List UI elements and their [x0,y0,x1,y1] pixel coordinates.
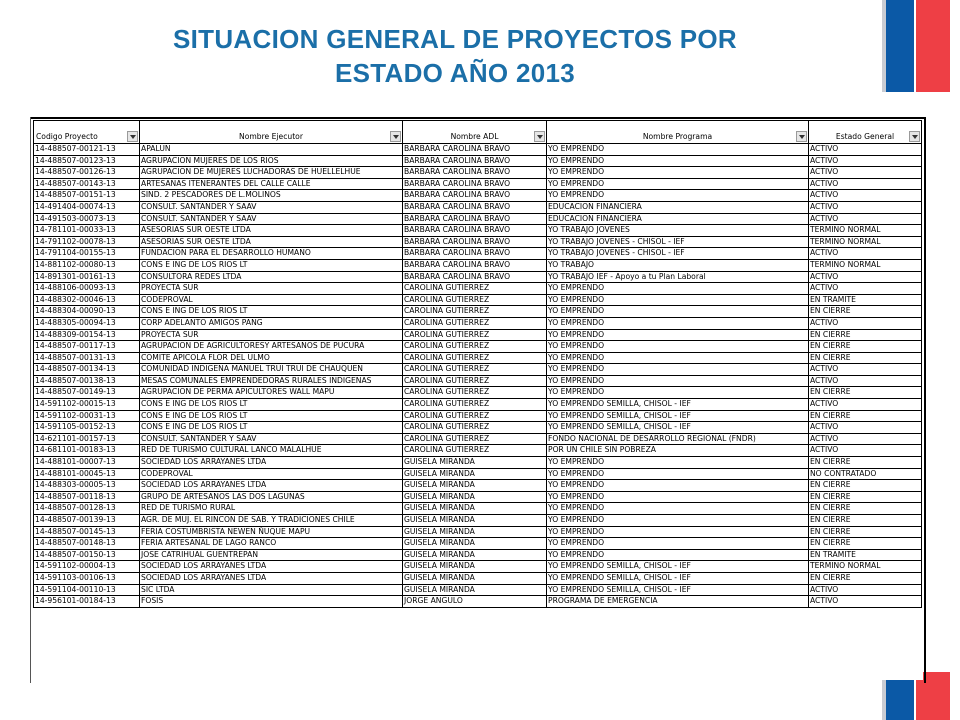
cell-codigo-proyecto[interactable]: 14-591102-00004-13 [34,561,140,573]
cell-nombre-adl[interactable]: GUISELA MIRANDA [403,538,547,550]
header-label: Estado General [835,132,895,141]
table-row [34,375,922,387]
cell-nombre-adl[interactable]: GUISELA MIRANDA [403,549,547,561]
cell-estado-general[interactable]: TERMINO NORMAL [809,259,922,271]
cell-nombre-ejecutor[interactable]: ARTESANAS ITENERANTES DEL CALLE CALLE [140,178,403,190]
cell-nombre-programa[interactable]: YO TRABAJO JOVENES - CHISOL - IEF [547,236,809,248]
cell-nombre-programa[interactable]: YO EMPRENDO [547,515,809,527]
cell-codigo-proyecto[interactable]: 14-591103-00106-13 [34,572,140,584]
cell-codigo-proyecto[interactable]: 14-488507-00148-13 [34,538,140,550]
table-row [34,549,922,561]
cell-estado-general[interactable]: EN TRAMITE [809,294,922,306]
table-row [34,526,922,538]
cell-nombre-adl[interactable]: GUISELA MIRANDA [403,503,547,515]
cell-nombre-ejecutor[interactable]: PROYECTA SUR [140,283,403,295]
table-row [34,399,922,411]
cell-estado-general[interactable]: EN CIERRE [809,387,922,399]
projects-table [33,120,922,608]
cell-codigo-proyecto[interactable]: 14-488507-00134-13 [34,364,140,376]
cell-nombre-adl[interactable]: GUISELA MIRANDA [403,572,547,584]
cell-nombre-ejecutor[interactable]: CONS E ING DE LOS RIOS LT [140,259,403,271]
cell-estado-general[interactable]: TERMINO NORMAL [809,561,922,573]
cell-nombre-programa[interactable]: EDUCACION FINANCIERA [547,213,809,225]
cell-nombre-adl[interactable]: CAROLINA GUTIERREZ [403,399,547,411]
cell-nombre-ejecutor[interactable]: SIC LTDA [140,584,403,596]
cell-nombre-ejecutor[interactable]: CONSULT. SANTANDER Y SAAV [140,213,403,225]
cell-codigo-proyecto[interactable]: 14-488309-00154-13 [34,329,140,341]
cell-estado-general[interactable]: ACTIVO [809,144,922,156]
cell-estado-general[interactable]: EN CIERRE [809,538,922,550]
cell-nombre-adl[interactable]: CAROLINA GUTIERREZ [403,422,547,434]
cell-nombre-ejecutor[interactable]: FERIA COSTUMBRISTA NEWEN ÑUQUE MAPU [140,526,403,538]
cell-nombre-ejecutor[interactable]: SOCIEDAD LOS ARRAYANES LTDA [140,457,403,469]
cell-nombre-programa[interactable]: PROGRAMA DE EMERGENCIA [547,596,809,608]
cell-codigo-proyecto[interactable]: 14-488101-00045-13 [34,468,140,480]
table-row [34,538,922,550]
cell-nombre-adl[interactable]: GUISELA MIRANDA [403,526,547,538]
cell-estado-general[interactable]: TERMINO NORMAL [809,225,922,237]
table-row [34,561,922,573]
cell-nombre-programa[interactable]: YO EMPRENDO SEMILLA, CHISOL - IEF [547,399,809,411]
cell-nombre-ejecutor[interactable]: CONS E ING DE LOS RIOS LT [140,306,403,318]
cell-codigo-proyecto[interactable]: 14-621101-00157-13 [34,433,140,445]
table-row [34,178,922,190]
cell-estado-general[interactable]: EN CIERRE [809,341,922,353]
cell-estado-general[interactable]: ACTIVO [809,399,922,411]
cell-nombre-ejecutor[interactable]: RED DE TURISMO CULTURAL LANCO MALALHUE [140,445,403,457]
cell-nombre-adl[interactable]: CAROLINA GUTIERREZ [403,445,547,457]
sheet-frame-right [924,117,926,683]
cell-codigo-proyecto[interactable]: 14-781101-00033-13 [34,225,140,237]
cell-nombre-ejecutor[interactable]: CODEPROVAL [140,294,403,306]
cell-nombre-adl[interactable]: CAROLINA GUTIERREZ [403,341,547,353]
table-row [34,341,922,353]
cell-nombre-adl[interactable]: CAROLINA GUTIERREZ [403,352,547,364]
cell-nombre-programa[interactable]: YO EMPRENDO [547,190,809,202]
cell-nombre-adl[interactable]: BARBARA CAROLINA BRAVO [403,236,547,248]
cell-nombre-ejecutor[interactable]: ASESORIAS SUR OESTE LTDA [140,236,403,248]
cell-codigo-proyecto[interactable]: 14-488106-00093-13 [34,283,140,295]
cell-nombre-programa[interactable]: YO EMPRENDO SEMILLA, CHISOL - IEF [547,410,809,422]
cell-nombre-programa[interactable]: FONDO NACIONAL DE DESARROLLO REGIONAL (FNDR) [547,433,809,445]
cell-nombre-adl[interactable]: BARBARA CAROLINA BRAVO [403,248,547,260]
header-estado-general [809,121,922,144]
cell-estado-general[interactable]: EN CIERRE [809,491,922,503]
cell-nombre-programa[interactable]: YO EMPRENDO [547,375,809,387]
cell-nombre-ejecutor[interactable]: CORP ADELANTO AMIGOS PANG [140,317,403,329]
cell-estado-general[interactable]: ACTIVO [809,178,922,190]
sheet-frame-left [30,117,31,683]
cell-codigo-proyecto[interactable]: 14-488507-00138-13 [34,375,140,387]
cell-nombre-ejecutor[interactable]: PROYECTA SUR [140,329,403,341]
cell-estado-general[interactable]: EN CIERRE [809,457,922,469]
table-row [34,422,922,434]
cell-nombre-programa[interactable]: YO TRABAJO IEF - Apoyo a tu Plan Laboral [547,271,809,283]
table-row [34,364,922,376]
cell-codigo-proyecto[interactable]: 14-591102-00031-13 [34,410,140,422]
cell-nombre-programa[interactable]: YO EMPRENDO SEMILLA, CHISOL - IEF [547,422,809,434]
cell-nombre-ejecutor[interactable]: CONSULT. SANTANDER Y SAAV [140,201,403,213]
cell-estado-general[interactable]: EN TRAMITE [809,549,922,561]
cell-nombre-adl[interactable]: CAROLINA GUTIERREZ [403,433,547,445]
cell-estado-general[interactable]: ACTIVO [809,375,922,387]
cell-estado-general[interactable]: EN CIERRE [809,410,922,422]
header-label: Nombre ADL [450,132,499,141]
cell-nombre-programa[interactable]: YO EMPRENDO [547,306,809,318]
cell-nombre-programa[interactable]: YO EMPRENDO [547,503,809,515]
cell-nombre-programa[interactable]: YO EMPRENDO SEMILLA, CHISOL - IEF [547,561,809,573]
cell-codigo-proyecto[interactable]: 14-491503-00073-13 [34,213,140,225]
table-row [34,317,922,329]
cell-nombre-programa[interactable]: YO EMPRENDO [547,491,809,503]
cell-estado-general[interactable]: ACTIVO [809,364,922,376]
title-line-2: ESTADO AÑO 2013 [334,58,575,88]
cell-estado-general[interactable]: ACTIVO [809,596,922,608]
cell-nombre-programa[interactable]: YO EMPRENDO [547,317,809,329]
header-nombre-ejecutor [140,121,403,144]
cell-codigo-proyecto[interactable]: 14-791104-00155-13 [34,248,140,260]
header-row [34,121,922,144]
filter-dropdown-icon[interactable] [909,131,920,142]
cell-estado-general[interactable]: ACTIVO [809,422,922,434]
cell-nombre-programa[interactable]: YO EMPRENDO [547,341,809,353]
cell-nombre-adl[interactable]: JORGE ANGULO [403,596,547,608]
cell-nombre-programa[interactable]: YO TRABAJO JOVENES - CHISOL - IEF [547,248,809,260]
cell-nombre-adl[interactable]: CAROLINA GUTIERREZ [403,306,547,318]
table-row [34,236,922,248]
table-row [34,155,922,167]
filter-dropdown-icon[interactable] [127,131,138,142]
cell-nombre-ejecutor[interactable]: FUNDACION PARA EL DESARROLLO HUMANO [140,248,403,260]
cell-codigo-proyecto[interactable]: 14-488507-00117-13 [34,341,140,353]
cell-estado-general[interactable]: TERMINO NORMAL [809,236,922,248]
cell-nombre-ejecutor[interactable]: SOCIEDAD LOS ARRAYANES LTDA [140,572,403,584]
cell-nombre-programa[interactable]: YO EMPRENDO [547,457,809,469]
table-row [34,329,922,341]
cell-nombre-adl[interactable]: BARBARA CAROLINA BRAVO [403,259,547,271]
cell-estado-general[interactable]: ACTIVO [809,155,922,167]
cell-nombre-programa[interactable]: YO EMPRENDO [547,167,809,179]
cell-codigo-proyecto[interactable]: 14-488507-00139-13 [34,515,140,527]
cell-codigo-proyecto[interactable]: 14-488303-00005-13 [34,480,140,492]
header-nombre-adl [403,121,547,144]
table-row [34,248,922,260]
cell-codigo-proyecto[interactable]: 14-791102-00078-13 [34,236,140,248]
table-row [34,167,922,179]
cell-nombre-adl[interactable]: CAROLINA GUTIERREZ [403,375,547,387]
cell-nombre-programa[interactable]: YO EMPRENDO SEMILLA, CHISOL - IEF [547,584,809,596]
table-row [34,584,922,596]
cell-estado-general[interactable]: EN CIERRE [809,526,922,538]
cell-estado-general[interactable]: EN CIERRE [809,503,922,515]
cell-nombre-adl[interactable]: BARBARA CAROLINA BRAVO [403,201,547,213]
cell-nombre-programa[interactable]: YO EMPRENDO [547,387,809,399]
table-row [34,294,922,306]
cell-estado-general[interactable]: EN CIERRE [809,515,922,527]
cell-nombre-adl[interactable]: BARBARA CAROLINA BRAVO [403,178,547,190]
cell-nombre-programa[interactable]: YO EMPRENDO [547,329,809,341]
table-row [34,387,922,399]
filter-dropdown-icon[interactable] [534,131,545,142]
filter-dropdown-icon[interactable] [796,131,807,142]
cell-estado-general[interactable]: EN CIERRE [809,352,922,364]
cell-nombre-programa[interactable]: POR UN CHILE SIN POBREZA [547,445,809,457]
cell-estado-general[interactable]: ACTIVO [809,317,922,329]
cell-nombre-programa[interactable]: YO EMPRENDO [547,352,809,364]
cell-codigo-proyecto[interactable]: 14-488507-00149-13 [34,387,140,399]
cell-nombre-adl[interactable]: CAROLINA GUTIERREZ [403,387,547,399]
cell-codigo-proyecto[interactable]: 14-488507-00151-13 [34,190,140,202]
cell-nombre-adl[interactable]: CAROLINA GUTIERREZ [403,329,547,341]
cell-nombre-adl[interactable]: GUISELA MIRANDA [403,457,547,469]
cell-codigo-proyecto[interactable]: 14-956101-00184-13 [34,596,140,608]
cell-nombre-ejecutor[interactable]: CONS E ING DE LOS RIOS LT [140,422,403,434]
cell-codigo-proyecto[interactable]: 14-488507-00121-13 [34,144,140,156]
cell-nombre-adl[interactable]: CAROLINA GUTIERREZ [403,364,547,376]
cell-nombre-ejecutor[interactable]: RED DE TURISMO RURAL [140,503,403,515]
cell-nombre-ejecutor[interactable]: SIND. 2 PESCADORES DE L.MOLINOS [140,190,403,202]
cell-estado-general[interactable]: NO CONTRATADO [809,468,922,480]
cell-codigo-proyecto[interactable]: 14-488302-00046-13 [34,294,140,306]
cell-codigo-proyecto[interactable]: 14-488507-00131-13 [34,352,140,364]
table-row [34,144,922,156]
cell-estado-general[interactable]: ACTIVO [809,190,922,202]
cell-estado-general[interactable]: ACTIVO [809,584,922,596]
cell-nombre-adl[interactable]: CAROLINA GUTIERREZ [403,317,547,329]
cell-nombre-programa[interactable]: YO EMPRENDO [547,178,809,190]
cell-codigo-proyecto[interactable]: 14-488507-00118-13 [34,491,140,503]
cell-nombre-ejecutor[interactable]: MESAS COMUNALES EMPRENDEDORAS RURALES INDIGENAS [140,375,403,387]
header-label: Nombre Programa [642,132,713,141]
cell-codigo-proyecto[interactable]: 14-488305-00094-13 [34,317,140,329]
cell-codigo-proyecto[interactable]: 14-488507-00128-13 [34,503,140,515]
cell-nombre-adl[interactable]: BARBARA CAROLINA BRAVO [403,144,547,156]
cell-nombre-adl[interactable]: CAROLINA GUTIERREZ [403,410,547,422]
table-row [34,480,922,492]
cell-nombre-ejecutor[interactable]: AGRUPACION MUJERES DE LOS RIOS [140,155,403,167]
cell-nombre-programa[interactable]: YO EMPRENDO SEMILLA, CHISOL - IEF [547,572,809,584]
cell-nombre-ejecutor[interactable]: AGR. DE MUJ. EL RINCON DE SAB. Y TRADICIONES CHILE [140,515,403,527]
table-row [34,259,922,271]
cell-estado-general[interactable]: ACTIVO [809,283,922,295]
cell-nombre-adl[interactable]: GUISELA MIRANDA [403,480,547,492]
cell-codigo-proyecto[interactable]: 14-488507-00143-13 [34,178,140,190]
cell-nombre-ejecutor[interactable]: AGRUPACION DE PERMA APICULTORES WALL MAPU [140,387,403,399]
flag-stripe-top [882,0,950,92]
cell-nombre-ejecutor[interactable]: APALUN [140,144,403,156]
table-row [34,190,922,202]
cell-estado-general[interactable]: ACTIVO [809,213,922,225]
cell-nombre-ejecutor[interactable]: JOSE CATRIHUAL GUENTREPAN [140,549,403,561]
header-nombre-programa [547,121,809,144]
cell-estado-general[interactable]: ACTIVO [809,271,922,283]
cell-codigo-proyecto[interactable]: 14-488507-00145-13 [34,526,140,538]
page-title [60,22,850,90]
cell-nombre-ejecutor[interactable]: CONSULT. SANTANDER Y SAAV [140,433,403,445]
cell-nombre-adl[interactable]: GUISELA MIRANDA [403,491,547,503]
cell-codigo-proyecto[interactable]: 14-488101-00007-13 [34,457,140,469]
cell-estado-general[interactable]: ACTIVO [809,433,922,445]
cell-estado-general[interactable]: EN CIERRE [809,480,922,492]
cell-codigo-proyecto[interactable]: 14-488304-00090-13 [34,306,140,318]
table-row [34,491,922,503]
cell-nombre-adl[interactable]: BARBARA CAROLINA BRAVO [403,167,547,179]
table-row [34,306,922,318]
title-line-1: SITUACION GENERAL DE PROYECTOS POR [173,24,737,54]
filter-dropdown-icon[interactable] [390,131,401,142]
table-row [34,433,922,445]
cell-nombre-ejecutor[interactable]: COMUNIDAD INDIGENA MANUEL TRUI TRUI DE CHAUQUEN [140,364,403,376]
cell-nombre-ejecutor[interactable]: GRUPO DE ARTESANOS LAS DOS LAGUNAS [140,491,403,503]
cell-nombre-programa[interactable]: YO EMPRENDO [547,549,809,561]
table-row [34,457,922,469]
cell-estado-general[interactable]: EN CIERRE [809,306,922,318]
cell-nombre-programa[interactable]: YO TRABAJO [547,259,809,271]
cell-nombre-programa[interactable]: YO EMPRENDO [547,538,809,550]
table-row [34,225,922,237]
table-row [34,572,922,584]
sheet-frame-top [30,117,926,119]
cell-nombre-ejecutor[interactable]: ASESORIAS SUR OESTE LTDA [140,225,403,237]
cell-codigo-proyecto[interactable]: 14-591105-00152-13 [34,422,140,434]
table-row [34,283,922,295]
table-row [34,515,922,527]
cell-nombre-programa[interactable]: YO EMPRENDO [547,294,809,306]
cell-nombre-ejecutor[interactable]: FOSIS [140,596,403,608]
cell-nombre-adl[interactable]: BARBARA CAROLINA BRAVO [403,225,547,237]
table-body [34,144,922,608]
cell-nombre-adl[interactable]: BARBARA CAROLINA BRAVO [403,155,547,167]
cell-estado-general[interactable]: ACTIVO [809,167,922,179]
cell-nombre-adl[interactable]: BARBARA CAROLINA BRAVO [403,213,547,225]
table-row [34,596,922,608]
table-row [34,410,922,422]
cell-nombre-ejecutor[interactable]: CONS E ING DE LOS RIOS LT [140,399,403,411]
cell-codigo-proyecto[interactable]: 14-591104-00110-13 [34,584,140,596]
cell-estado-general[interactable]: ACTIVO [809,201,922,213]
cell-nombre-ejecutor[interactable]: AGRUPACION DE MUJERES LUCHADORAS DE HUELLELHUE [140,167,403,179]
table-row [34,352,922,364]
cell-nombre-adl[interactable]: GUISELA MIRANDA [403,584,547,596]
header-label: Nombre Ejecutor [239,132,303,141]
cell-nombre-programa[interactable]: YO EMPRENDO [547,364,809,376]
cell-nombre-programa[interactable]: YO EMPRENDO [547,283,809,295]
cell-nombre-ejecutor[interactable]: CODEPROVAL [140,468,403,480]
cell-nombre-programa[interactable]: YO EMPRENDO [547,480,809,492]
cell-nombre-adl[interactable]: BARBARA CAROLINA BRAVO [403,271,547,283]
cell-codigo-proyecto[interactable]: 14-881102-00080-13 [34,259,140,271]
cell-codigo-proyecto[interactable]: 14-488507-00150-13 [34,549,140,561]
cell-nombre-programa[interactable]: YO EMPRENDO [547,144,809,156]
cell-nombre-ejecutor[interactable]: COMITE APICOLA FLOR DEL ULMO [140,352,403,364]
cell-nombre-adl[interactable]: BARBARA CAROLINA BRAVO [403,190,547,202]
cell-nombre-adl[interactable]: CAROLINA GUTIERREZ [403,294,547,306]
cell-nombre-programa[interactable]: YO EMPRENDO [547,155,809,167]
table-row [34,213,922,225]
cell-nombre-ejecutor[interactable]: FERIA ARTESANAL DE LAGO RANCO [140,538,403,550]
cell-nombre-programa[interactable]: YO EMPRENDO [547,526,809,538]
table-row [34,445,922,457]
cell-codigo-proyecto[interactable]: 14-891301-00161-13 [34,271,140,283]
spreadsheet [33,120,923,680]
cell-codigo-proyecto[interactable]: 14-488507-00126-13 [34,167,140,179]
cell-codigo-proyecto[interactable]: 14-591102-00015-13 [34,399,140,411]
cell-nombre-adl[interactable]: GUISELA MIRANDA [403,468,547,480]
cell-codigo-proyecto[interactable]: 14-488507-00123-13 [34,155,140,167]
cell-nombre-programa[interactable]: YO EMPRENDO [547,468,809,480]
cell-nombre-ejecutor[interactable]: CONSULTORA REDES LTDA [140,271,403,283]
cell-estado-general[interactable]: ACTIVO [809,248,922,260]
header-label: Codigo Proyecto [36,132,98,141]
cell-nombre-adl[interactable]: GUISELA MIRANDA [403,561,547,573]
cell-codigo-proyecto[interactable]: 14-681101-00183-13 [34,445,140,457]
cell-estado-general[interactable]: EN CIERRE [809,572,922,584]
cell-estado-general[interactable]: ACTIVO [809,445,922,457]
table-row [34,503,922,515]
cell-nombre-ejecutor[interactable]: AGRUPACION DE AGRICULTORESY ARTESANOS DE PUCURA [140,341,403,353]
cell-nombre-programa[interactable]: YO TRABAJO JOVENES [547,225,809,237]
cell-nombre-ejecutor[interactable]: SOCIEDAD LOS ARRAYANES LTDA [140,480,403,492]
cell-nombre-adl[interactable]: GUISELA MIRANDA [403,515,547,527]
cell-nombre-ejecutor[interactable]: CONS E ING DE LOS RIOS LT [140,410,403,422]
table-row [34,201,922,213]
table-row [34,271,922,283]
cell-nombre-programa[interactable]: EDUCACION FINANCIERA [547,201,809,213]
cell-codigo-proyecto[interactable]: 14-491404-00074-13 [34,201,140,213]
cell-nombre-adl[interactable]: CAROLINA GUTIERREZ [403,283,547,295]
table-row [34,468,922,480]
cell-estado-general[interactable]: EN CIERRE [809,329,922,341]
header-codigo-proyecto [34,121,140,144]
cell-nombre-ejecutor[interactable]: SOCIEDAD LOS ARRAYANES LTDA [140,561,403,573]
